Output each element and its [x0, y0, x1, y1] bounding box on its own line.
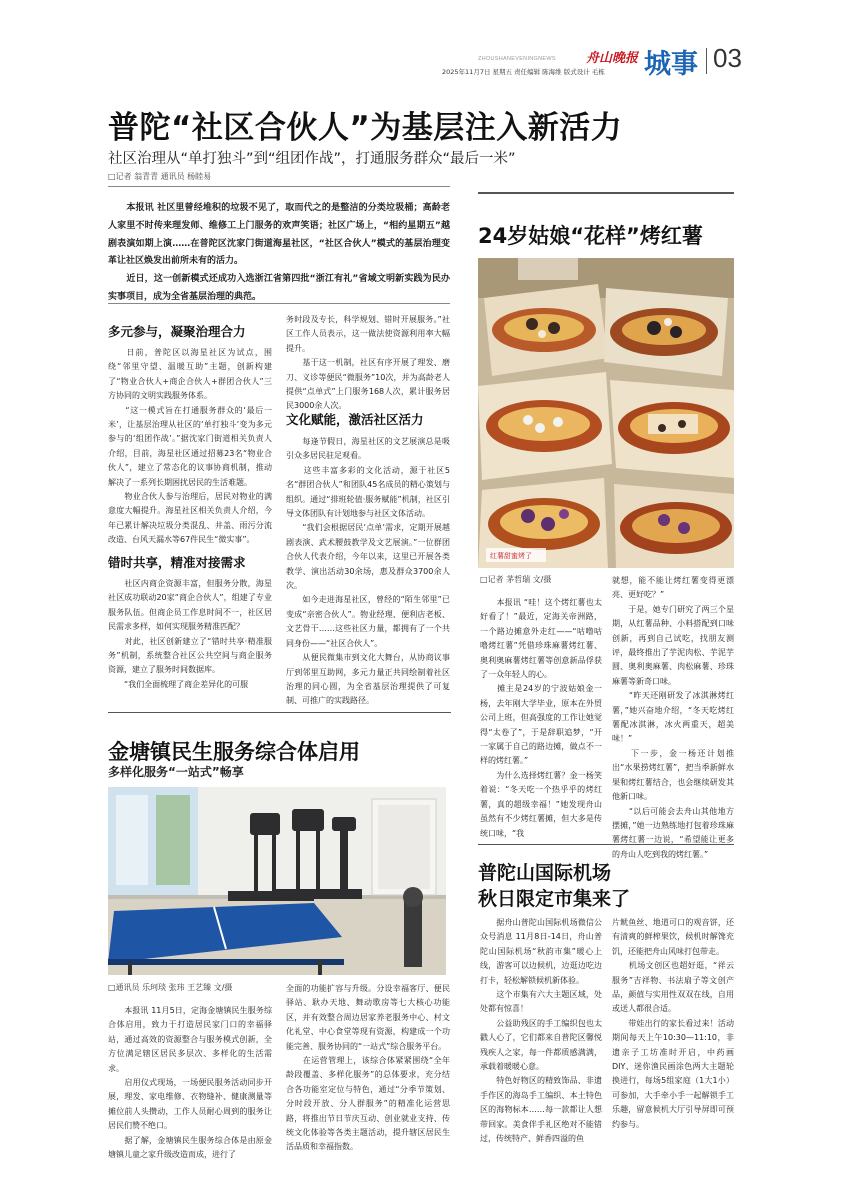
- header-divider: [706, 48, 707, 74]
- putuoshan-body-left: 据舟山普陀山国际机场微信公众号消息 11月8日-14日，舟山普陀山国际机场“秋韵市集”暖心上线，游客可以边候机，边逛边吃边打卡，轻松解锁候机新体验。 这个市集有六大主题区域，处处都有惊喜！ 公益助残区的手工编织包也太戳人心了，它们都来自普陀区馨悦残疾人之家，每一件都质感满满，承载着暖暖心意。 特色好物区的精致饰品、非遗手作区的海岛手工编织、本土特色区的海物标本……每一款都让人想带回家。美食伴手礼区绝对不能错过，传统特产、鲜香四溢的鱼: [480, 918, 602, 1144]
- section-body-participation: 日前，普陀区以海星社区为试点，围绕“邻里守望、温暖互助”主题，创新构建了“物业合伙人+商企合伙人+群团合伙人”三方协同的文明实践服务体系。 “这一模式旨在打通服务群众的‘最后一米’，让基层治理从社区的‘单打独斗’变为多元参与的‘组团作战’。”据沈家门街道相关负责人介绍，目前，海星社区通过招募23名“物业合伙人”，建立了常态化的议事协商机制，推动解决了一系列长期困扰居民的生活难题。 物业合伙人参与治理后，居民对物业的满意度大幅提升。海星社区相关负责人介绍，今年已累计解决垃圾分类混乱、井盖、雨污分流改造、台风天漏水等67件民生“微实事”。: [108, 348, 272, 545]
- putuoshan-headline-1: 普陀山国际机场: [478, 862, 612, 884]
- sweet-potato-illustration: [478, 258, 734, 568]
- putuoshan-top-rule: [478, 844, 734, 845]
- section-rule-main: [108, 712, 451, 713]
- section-body-sharing-cont: 务时段及专长，科学规划、错时开展服务。”社区工作人员表示，这一做法使资源利用率大幅提升。 基于这一机制，社区有序开展了理发、磨刀、义诊等便民“微服务”10次，并为高龄老人提供“点单式”上门服务168人次，累计服务居民3000余人次。: [286, 315, 450, 411]
- gym-photo: [108, 787, 446, 975]
- newspaper-logo: 舟山晚报: [586, 51, 639, 66]
- section-title: 城事: [644, 49, 698, 80]
- main-lead: 本报讯 社区里曾经堆积的垃圾不见了，取而代之的是整洁的分类垃圾桶；高龄老人家里不时传来理发师、维修工上门服务的欢声笑语；社区广场上，“相约星期五”越剧表演如期上演……在普陀区沈家门街道海星社区，“社区合伙人”模式的基层治理变革让社区焕发出前所未有的活力。 近日，这一创新模式还成功入选浙江省第四批“浙江有礼”省域文明新实践为民办实事项目，成为全省基层治理的典范。: [108, 203, 450, 302]
- sweet-potato-photo: [478, 258, 734, 568]
- section-heading-culture: 文化赋能，激活社区活力: [286, 412, 424, 427]
- photo-card-text: 红薯甜蜜烤了: [490, 552, 532, 560]
- lead-rule: [108, 303, 450, 304]
- main-byline: □记者 翁青青 通讯员 杨睦易: [108, 172, 212, 181]
- main-subhead: 社区治理从“单打独斗”到“组团作战”，打通服务群众“最后一米”: [108, 151, 516, 167]
- potato-headline: 24岁姑娘“花样”烤红薯: [478, 224, 703, 248]
- putuoshan-body-right: 片鱿鱼丝、地道可口的观音饼，还有清爽的鲜榨果饮，候机时解馋充饥，还能把舟山风味打包带走。 机场文创区也超好逛，“祥云服务”吉祥物、书法扇子等文创产品，颜值与实用性双双在线，自用或送人都很合适。 带娃出行的家长看过来！活动期间每天上午10:30—11:10，非遗亲子工坊准时开启，中药画DIY、迷你渔民画涂色两大主题轮换进行，每场5组家庭（1大1小）可参加，大手牵小手一起解锁手工乐趣，留意候机大厅引导屏即可预约参与。: [612, 918, 734, 1129]
- potato-body-left: 本报讯 “哇！这个烤红薯也太好看了！”最近，定海关帝洲路，一个路边摊意外走红——“咕噜咕噜烤红薯”凭借珍珠麻薯烤红薯、奥利奥麻薯烤红薯等创意新品俘获了一众年轻人的心。 摊主是24岁的宁波姑娘金一杨，去年刚大学毕业，原本在外贸公司上班，但高强度的工作让她觉得“太卷了”，于是辞职追梦，“开一家属于自己的路边摊，做点不一样的烤红薯。” 为什么选择烤红薯？金一杨笑着说：“冬天吃一个热乎乎的烤红薯，真的超级幸福！”她发现舟山虽然有不少烤红薯摊，但大多是传统口味，“我: [480, 598, 602, 838]
- section-heading-sharing: 错时共享，精准对接需求: [108, 555, 246, 570]
- page-number: 03: [713, 43, 742, 73]
- potato-body-right: 就想，能不能让烤红薯变得更漂亮、更好吃？” 于是，她专门研究了两三个星期，从红薯品种、小料搭配到口味创新，再到自己试吃，找朋友测评，最终推出了芋泥肉松、芋泥芋圆、奥利奥麻薯、肉松麻薯、珍珠麻薯等新奇口味。 “昨天还刚研发了冰淇淋烤红薯，”她兴奋地介绍，“冬天吃烤红薯配冰淇淋，冰火两重天，超美味！” 下一步，金一杨还计划推出“水果捞烤红薯”，把当季新鲜水果和烤红薯结合，也会继续研发其他新口味。 “以后可能会去舟山其他地方摆摊，”她一边熟练地打包着珍珠麻薯烤红薯一边说，“希望能让更多的舟山人吃到我的烤红薯。”: [612, 576, 734, 859]
- section-body-culture: 每逢节假日，海星社区的文艺展演总是吸引众多居民驻足观看。 这些丰富多彩的文化活动，源于社区5名“群团合伙人”和团队45名成员的精心策划与组织。通过“排班轮值·服务赋能”机制，社区引导文体团队有计划地参与社区文体活动。 “我们会根据居民‘点单’需求，定期开展越剧表演、武术腰鼓教学及文艺展演。”一位群团合伙人代表介绍，今年以来，这里已开展各类教学、演出活动30余场，惠及群众3700余人次。 如今走进海星社区，曾经的“陌生邻里”已变成“亲密合伙人”。物业经理、便利店老板、文艺骨干……这些社区力量，都拥有了一个共同身份——“社区合伙人”。 从便民微集市到文化大舞台，从协商议事厅到邻里互助网，多元力量正共同绘制着社区治理的同心圆，为全省基层治理提供了可复制、可推广的实践路径。: [286, 437, 450, 706]
- potato-top-rule: [478, 192, 734, 194]
- putuoshan-headline-2: 秋日限定市集来了: [478, 888, 631, 910]
- jintang-body-left: 本报讯 11月5日，定海金塘镇民生服务综合体启用，致力于打造居民家门口的幸福驿站，通过高效的资源整合与服务模式创新，全方位满足辖区居民多层次、多样化的生活需求。 启用仪式现场，一场便民服务活动同步开展，理发、家电维修、衣物缝补、健康测量等摊位前人头攒动，工作人员耐心周到的服务让居民们赞不绝口。 据了解，金塘镇民生服务综合体是由原金塘镇儿童之家升级改造而成，进行了: [108, 1006, 272, 1160]
- issue-meta: 2025年11月7日 星期五 责任编辑 陈海维 版式设计 毛栋: [442, 68, 605, 76]
- jintang-subhead: 多样化服务“一站式”畅享: [108, 765, 244, 779]
- section-body-sharing: 社区内商企资源丰富，但服务分散，海星社区成功联动20家“商企合伙人”，组建了专业服务队伍。但商企员工作息时间不一，社区居民需求多样，如何实现服务精准匹配？ 对此，社区创新建立了“错时共享·精准服务”机制，系统整合社区公共空间与商企服务资源，建立了服务时间数据库。 “我们全面梳理了商企差异化的可服: [108, 579, 272, 689]
- gym-illustration: [108, 787, 446, 975]
- jintang-caption: □通讯员 乐珂琰 张玮 王艺臻 文/摄: [108, 983, 233, 992]
- jintang-body-right: 全面的功能扩容与升级。分设幸福客厅、便民驿站、耿办天地、舞动歌房等七大核心功能区，并有效整合周边居家养老服务中心、村文化礼堂、中心食堂等现有资源，构建成一个功能完善、服务协同的“一站式”综合服务平台。 在运营管理上，该综合体紧紧围绕“全年龄段覆盖、多样化服务”的总体要求，充分结合各功能室定位与特色，通过“分季节策划、分时段开放、分人群服务”的精准化运营思路，将推出节日节庆互动、创业就业支持、传统文化体验等各类主题活动，提升辖区居民生活品质和幸福指数。: [286, 984, 450, 1152]
- section-heading-participation: 多元参与，凝聚治理合力: [108, 324, 246, 339]
- potato-caption: □记者 茅哲瑞 文/摄: [480, 575, 552, 584]
- header-url: ZHOUSHANEVENINGNEWS: [478, 56, 556, 62]
- main-headline: 普陀“社区合伙人”为基层注入新活力: [108, 110, 623, 146]
- jintang-headline: 金塘镇民生服务综合体启用: [108, 740, 360, 764]
- byline-rule: [108, 186, 450, 187]
